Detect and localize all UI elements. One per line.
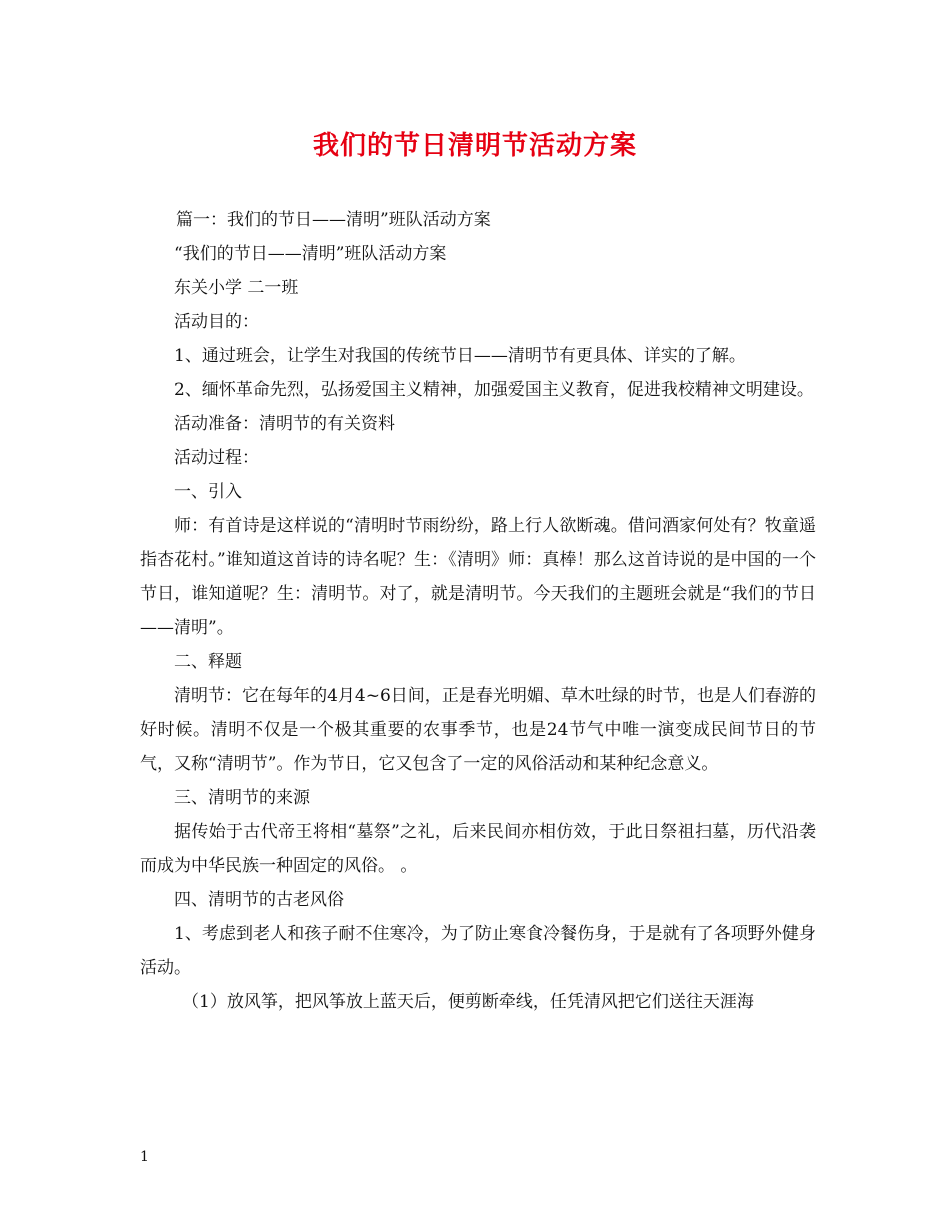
paragraph-school: 东关小学 二一班 [174,278,299,298]
section-heading-explain: 二、释题 [174,652,242,672]
paragraph-heading: 篇一：我们的节日——清明”班队活动方案 [176,210,491,230]
paragraph-explain: 清明节：它在每年的4月4~6日间，正是春光明媚、草木吐绿的时节，也是人们春游的好时候。清明不仅是一个极其重要的农事季节，也是24节气中唯一演变成民间节日的节气，又称“清明节”。作为节日，它又包含了一定的风俗活动和某种纪念意义。 [140,686,816,774]
section-heading-origin: 三、清明节的来源 [174,788,310,808]
paragraph-intro: 师：有首诗是这样说的“清明时节雨纷纷，路上行人欲断魂。借问酒家何处有？牧童遥指杏花村。”谁知道这首诗的诗名呢？生：《清明》师：真棒！那么这首诗说的是中国的一个节日，谁知道呢？生：清明节。对了，就是清明节。今天我们的主题班会就是“我们的节日——清明”。 [140,516,816,638]
paragraph-goal-2: 2、缅怀革命先烈，弘扬爱国主义精神，加强爱国主义教育，促进我校精神文明建设。 [174,380,814,400]
paragraph-subtitle: “我们的节日——清明”班队活动方案 [174,244,447,264]
paragraph-goal-label: 活动目的： [174,312,259,332]
section-heading-customs: 四、清明节的古老风俗 [174,890,344,910]
page-title: 我们的节日清明节活动方案 [312,131,637,161]
section-heading-intro: 一、引入 [174,482,242,502]
paragraph-customs-1: 1、考虑到老人和孩子耐不住寒冷，为了防止寒食冷餐伤身，于是就有了各项野外健身活动。 [140,924,816,978]
page-number: 1 [140,1149,149,1165]
paragraph-origin: 据传始于古代帝王将相“墓祭”之礼，后来民间亦相仿效，于此日祭祖扫墓，历代沿袭而成为中华民族一种固定的风俗。 。 [140,822,816,876]
paragraph-kite: （1）放风筝，把风筝放上蓝天后，便剪断牵线，任凭清风把它们送往天涯海 [182,992,754,1012]
paragraph-preparation: 活动准备：清明节的有关资料 [174,414,395,434]
paragraph-process-label: 活动过程： [174,448,259,468]
paragraph-goal-1: 1、通过班会，让学生对我国的传统节日——清明节有更具体、详实的了解。 [174,346,746,366]
document-body [140,203,816,1019]
